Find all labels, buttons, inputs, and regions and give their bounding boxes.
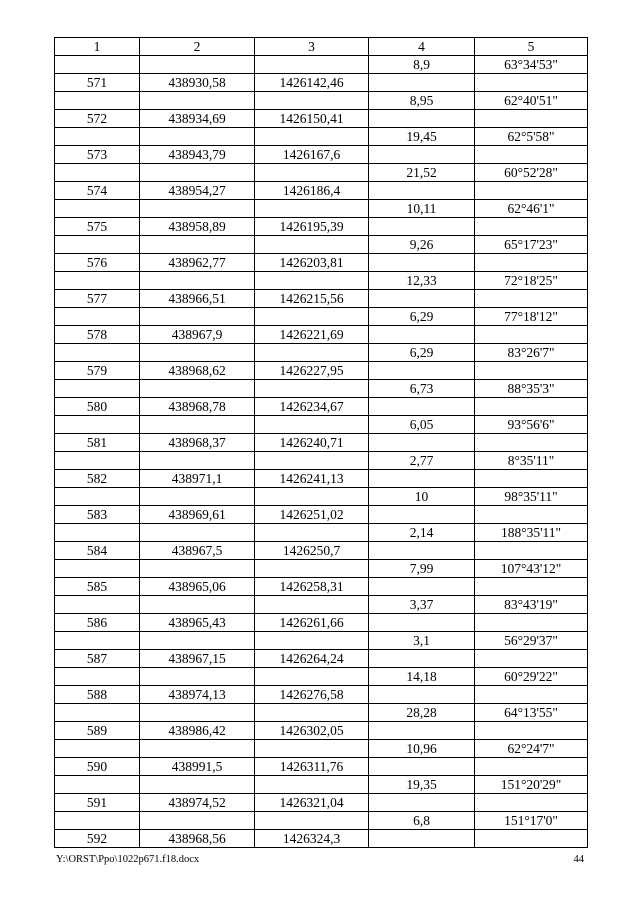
table-cell: 14,18 xyxy=(369,668,475,686)
coordinates-table xyxy=(54,37,588,848)
table-row xyxy=(55,578,588,596)
table-cell xyxy=(55,308,140,326)
table-cell xyxy=(255,812,369,830)
table-cell: 6,29 xyxy=(369,308,475,326)
table-cell: 1426195,39 xyxy=(255,218,369,236)
table-cell: 3,37 xyxy=(369,596,475,614)
table-cell: 98°35'11" xyxy=(475,488,588,506)
table-row xyxy=(55,794,588,812)
table-cell xyxy=(475,290,588,308)
column-header: 4 xyxy=(369,38,475,56)
table-row xyxy=(55,632,588,650)
table-cell xyxy=(369,290,475,308)
table-cell xyxy=(475,758,588,776)
table-cell: 151°20'29" xyxy=(475,776,588,794)
table-cell: 1426251,02 xyxy=(255,506,369,524)
table-cell xyxy=(475,830,588,848)
table-cell xyxy=(255,416,369,434)
table-cell: 1426302,05 xyxy=(255,722,369,740)
table-cell xyxy=(140,704,255,722)
table-cell: 438968,78 xyxy=(140,398,255,416)
table-cell xyxy=(475,614,588,632)
table-cell: 1426186,4 xyxy=(255,182,369,200)
table-cell xyxy=(369,74,475,92)
table-cell: 19,45 xyxy=(369,128,475,146)
table-cell: 571 xyxy=(55,74,140,92)
table-row xyxy=(55,56,588,74)
table-cell xyxy=(475,686,588,704)
table-cell: 62°40'51" xyxy=(475,92,588,110)
table-cell xyxy=(475,794,588,812)
table-cell xyxy=(255,596,369,614)
table-row xyxy=(55,542,588,560)
table-cell xyxy=(475,362,588,380)
table-cell: 438967,9 xyxy=(140,326,255,344)
table-cell xyxy=(369,758,475,776)
table-row xyxy=(55,74,588,92)
table-cell xyxy=(140,488,255,506)
table-row xyxy=(55,686,588,704)
table-cell xyxy=(369,722,475,740)
table-cell xyxy=(140,776,255,794)
table-cell: 107°43'12" xyxy=(475,560,588,578)
table-cell: 574 xyxy=(55,182,140,200)
table-cell xyxy=(255,776,369,794)
table-cell xyxy=(255,380,369,398)
table-cell xyxy=(255,308,369,326)
table-cell xyxy=(475,398,588,416)
table-cell xyxy=(255,524,369,542)
table-row xyxy=(55,596,588,614)
table-cell: 93°56'6" xyxy=(475,416,588,434)
table-cell xyxy=(55,596,140,614)
table-cell xyxy=(255,236,369,254)
table-cell: 1426221,69 xyxy=(255,326,369,344)
table-cell: 6,05 xyxy=(369,416,475,434)
table-cell xyxy=(475,146,588,164)
table-cell xyxy=(55,128,140,146)
table-cell: 62°46'1" xyxy=(475,200,588,218)
table-row xyxy=(55,650,588,668)
table-cell: 1426324,3 xyxy=(255,830,369,848)
table-cell: 438965,06 xyxy=(140,578,255,596)
table-cell: 8,9 xyxy=(369,56,475,74)
table-row xyxy=(55,488,588,506)
table-cell: 6,8 xyxy=(369,812,475,830)
table-row xyxy=(55,362,588,380)
table-cell: 438986,42 xyxy=(140,722,255,740)
table-cell: 591 xyxy=(55,794,140,812)
table-cell xyxy=(255,344,369,362)
table-cell: 588 xyxy=(55,686,140,704)
table-cell: 21,52 xyxy=(369,164,475,182)
table-cell xyxy=(255,740,369,758)
table-cell xyxy=(475,578,588,596)
table-cell xyxy=(475,650,588,668)
table-row xyxy=(55,236,588,254)
table-cell: 10 xyxy=(369,488,475,506)
table-cell xyxy=(369,182,475,200)
table-cell: 1426142,46 xyxy=(255,74,369,92)
table-cell: 2,77 xyxy=(369,452,475,470)
table-row xyxy=(55,452,588,470)
table-row xyxy=(55,92,588,110)
table-cell: 151°17'0" xyxy=(475,812,588,830)
table-row xyxy=(55,308,588,326)
table-cell xyxy=(55,380,140,398)
table-row xyxy=(55,830,588,848)
table-cell: 1426234,67 xyxy=(255,398,369,416)
table-cell xyxy=(140,200,255,218)
table-cell: 62°5'58" xyxy=(475,128,588,146)
table-cell: 438968,37 xyxy=(140,434,255,452)
table-cell xyxy=(140,740,255,758)
table-cell xyxy=(255,164,369,182)
table-row xyxy=(55,470,588,488)
table-row xyxy=(55,344,588,362)
table-cell: 438968,56 xyxy=(140,830,255,848)
table-cell: 579 xyxy=(55,362,140,380)
table-cell: 6,73 xyxy=(369,380,475,398)
table-cell xyxy=(369,686,475,704)
table-cell xyxy=(140,344,255,362)
table-cell: 587 xyxy=(55,650,140,668)
table-cell xyxy=(55,344,140,362)
table-cell xyxy=(55,452,140,470)
table-cell: 438943,79 xyxy=(140,146,255,164)
table-cell: 1426258,31 xyxy=(255,578,369,596)
table-cell xyxy=(140,812,255,830)
table-cell: 62°24'7" xyxy=(475,740,588,758)
table-cell xyxy=(255,452,369,470)
table-cell: 77°18'12" xyxy=(475,308,588,326)
table-cell xyxy=(475,326,588,344)
table-cell xyxy=(369,542,475,560)
table-cell xyxy=(55,740,140,758)
table-cell xyxy=(55,416,140,434)
table-cell: 1426311,76 xyxy=(255,758,369,776)
table-cell xyxy=(369,794,475,812)
footer-file-path: Y:\ORST\Ppo\1022p671.f18.docx xyxy=(56,854,200,865)
table-cell: 2,14 xyxy=(369,524,475,542)
table-cell: 581 xyxy=(55,434,140,452)
table-row xyxy=(55,722,588,740)
table-cell: 577 xyxy=(55,290,140,308)
table-row xyxy=(55,740,588,758)
table-cell: 60°29'22" xyxy=(475,668,588,686)
table-cell: 1426150,41 xyxy=(255,110,369,128)
table-cell xyxy=(55,164,140,182)
column-header: 5 xyxy=(475,38,588,56)
table-row xyxy=(55,812,588,830)
table-cell: 573 xyxy=(55,146,140,164)
table-cell: 1426240,71 xyxy=(255,434,369,452)
table-row xyxy=(55,416,588,434)
table-cell xyxy=(369,326,475,344)
table-cell: 582 xyxy=(55,470,140,488)
table-cell: 438974,52 xyxy=(140,794,255,812)
table-cell: 1426241,13 xyxy=(255,470,369,488)
table-row xyxy=(55,776,588,794)
table-cell: 56°29'37" xyxy=(475,632,588,650)
table-cell xyxy=(255,272,369,290)
table-cell xyxy=(475,182,588,200)
table-cell: 438967,5 xyxy=(140,542,255,560)
table-cell xyxy=(369,362,475,380)
column-header: 2 xyxy=(140,38,255,56)
table-cell: 438965,43 xyxy=(140,614,255,632)
table-row xyxy=(55,110,588,128)
table-row xyxy=(55,614,588,632)
table-row xyxy=(55,560,588,578)
table-cell xyxy=(369,254,475,272)
table-cell xyxy=(55,560,140,578)
table-cell: 575 xyxy=(55,218,140,236)
table-cell xyxy=(255,92,369,110)
table-cell xyxy=(140,56,255,74)
table-cell xyxy=(140,416,255,434)
table-cell xyxy=(369,614,475,632)
table-cell xyxy=(475,74,588,92)
table-cell xyxy=(140,236,255,254)
table-cell: 583 xyxy=(55,506,140,524)
table-cell xyxy=(255,668,369,686)
table-cell: 19,35 xyxy=(369,776,475,794)
table-cell xyxy=(255,56,369,74)
table-cell xyxy=(369,650,475,668)
table-cell xyxy=(255,632,369,650)
table-cell xyxy=(55,488,140,506)
table-cell xyxy=(369,110,475,128)
table-cell xyxy=(255,704,369,722)
table-row xyxy=(55,272,588,290)
table-cell xyxy=(369,434,475,452)
table-cell xyxy=(55,524,140,542)
table-row xyxy=(55,326,588,344)
table-cell: 438974,13 xyxy=(140,686,255,704)
table-cell xyxy=(140,380,255,398)
table-cell: 572 xyxy=(55,110,140,128)
table-cell: 438934,69 xyxy=(140,110,255,128)
table-cell: 438991,5 xyxy=(140,758,255,776)
table-row xyxy=(55,164,588,182)
table-cell: 64°13'55" xyxy=(475,704,588,722)
table-cell: 8°35'11" xyxy=(475,452,588,470)
table-header-row xyxy=(55,38,588,56)
table-cell xyxy=(255,560,369,578)
table-cell xyxy=(140,92,255,110)
table-cell xyxy=(55,704,140,722)
table-cell: 1426276,58 xyxy=(255,686,369,704)
table-cell xyxy=(369,146,475,164)
table-cell: 1426321,04 xyxy=(255,794,369,812)
table-cell: 28,28 xyxy=(369,704,475,722)
table-cell: 438967,15 xyxy=(140,650,255,668)
column-header: 1 xyxy=(55,38,140,56)
table-cell xyxy=(55,236,140,254)
table-cell xyxy=(255,200,369,218)
table-cell xyxy=(369,830,475,848)
table-cell xyxy=(369,506,475,524)
table-cell xyxy=(140,632,255,650)
table-cell xyxy=(475,542,588,560)
table-cell: 584 xyxy=(55,542,140,560)
table-cell xyxy=(55,812,140,830)
table-cell: 1426167,6 xyxy=(255,146,369,164)
table-row xyxy=(55,434,588,452)
table-row xyxy=(55,182,588,200)
table-cell xyxy=(55,200,140,218)
table-cell xyxy=(475,218,588,236)
table-row xyxy=(55,524,588,542)
table-cell xyxy=(140,308,255,326)
table-cell: 10,11 xyxy=(369,200,475,218)
column-header: 3 xyxy=(255,38,369,56)
table-cell: 60°52'28" xyxy=(475,164,588,182)
table-row xyxy=(55,398,588,416)
table-cell: 188°35'11" xyxy=(475,524,588,542)
table-cell: 1426215,56 xyxy=(255,290,369,308)
table-cell xyxy=(55,776,140,794)
table-cell: 88°35'3" xyxy=(475,380,588,398)
table-cell: 438954,27 xyxy=(140,182,255,200)
table-cell xyxy=(475,110,588,128)
table-cell xyxy=(140,452,255,470)
table-cell: 590 xyxy=(55,758,140,776)
table-cell: 576 xyxy=(55,254,140,272)
table-cell xyxy=(369,470,475,488)
table-row xyxy=(55,380,588,398)
table-body xyxy=(55,56,588,848)
table-row xyxy=(55,146,588,164)
table-cell xyxy=(55,56,140,74)
table-cell xyxy=(475,434,588,452)
table-cell: 586 xyxy=(55,614,140,632)
table-cell: 1426261,66 xyxy=(255,614,369,632)
table-cell: 585 xyxy=(55,578,140,596)
table-cell: 7,99 xyxy=(369,560,475,578)
table-cell: 438958,89 xyxy=(140,218,255,236)
table-cell xyxy=(140,596,255,614)
table-cell xyxy=(369,218,475,236)
table-row xyxy=(55,704,588,722)
table-cell xyxy=(55,668,140,686)
table-row xyxy=(55,290,588,308)
table-cell xyxy=(255,488,369,506)
table-cell xyxy=(140,164,255,182)
table-cell: 438966,51 xyxy=(140,290,255,308)
table-cell: 10,96 xyxy=(369,740,475,758)
table-cell: 580 xyxy=(55,398,140,416)
table-cell xyxy=(55,92,140,110)
table-cell: 438962,77 xyxy=(140,254,255,272)
table-cell xyxy=(55,272,140,290)
table-cell: 438969,61 xyxy=(140,506,255,524)
table-cell: 1426227,95 xyxy=(255,362,369,380)
table-cell: 6,29 xyxy=(369,344,475,362)
table-cell xyxy=(140,668,255,686)
table-cell xyxy=(55,632,140,650)
table-cell xyxy=(140,272,255,290)
table-cell: 438971,1 xyxy=(140,470,255,488)
table-cell: 592 xyxy=(55,830,140,848)
table-cell: 72°18'25" xyxy=(475,272,588,290)
table-cell: 65°17'23" xyxy=(475,236,588,254)
table-cell xyxy=(140,560,255,578)
table-cell: 9,26 xyxy=(369,236,475,254)
table-cell: 83°26'7" xyxy=(475,344,588,362)
table-cell: 1426264,24 xyxy=(255,650,369,668)
table-cell: 1426203,81 xyxy=(255,254,369,272)
table-cell: 8,95 xyxy=(369,92,475,110)
table-row xyxy=(55,758,588,776)
table-cell: 1426250,7 xyxy=(255,542,369,560)
table-row xyxy=(55,128,588,146)
table-cell xyxy=(140,128,255,146)
table-row xyxy=(55,668,588,686)
table-cell: 589 xyxy=(55,722,140,740)
table-cell: 3,1 xyxy=(369,632,475,650)
table-cell xyxy=(475,506,588,524)
table-row xyxy=(55,506,588,524)
footer-page-number: 44 xyxy=(573,854,584,865)
table-cell xyxy=(140,524,255,542)
table-row xyxy=(55,200,588,218)
table-cell: 12,33 xyxy=(369,272,475,290)
table-cell: 578 xyxy=(55,326,140,344)
table-row xyxy=(55,254,588,272)
table-row xyxy=(55,218,588,236)
table-cell xyxy=(369,578,475,596)
table-cell xyxy=(475,254,588,272)
table-cell: 438968,62 xyxy=(140,362,255,380)
table-cell: 83°43'19" xyxy=(475,596,588,614)
table-cell: 438930,58 xyxy=(140,74,255,92)
table-cell: 63°34'53" xyxy=(475,56,588,74)
table-cell xyxy=(475,470,588,488)
table-cell xyxy=(255,128,369,146)
table-cell xyxy=(475,722,588,740)
table-cell xyxy=(369,398,475,416)
